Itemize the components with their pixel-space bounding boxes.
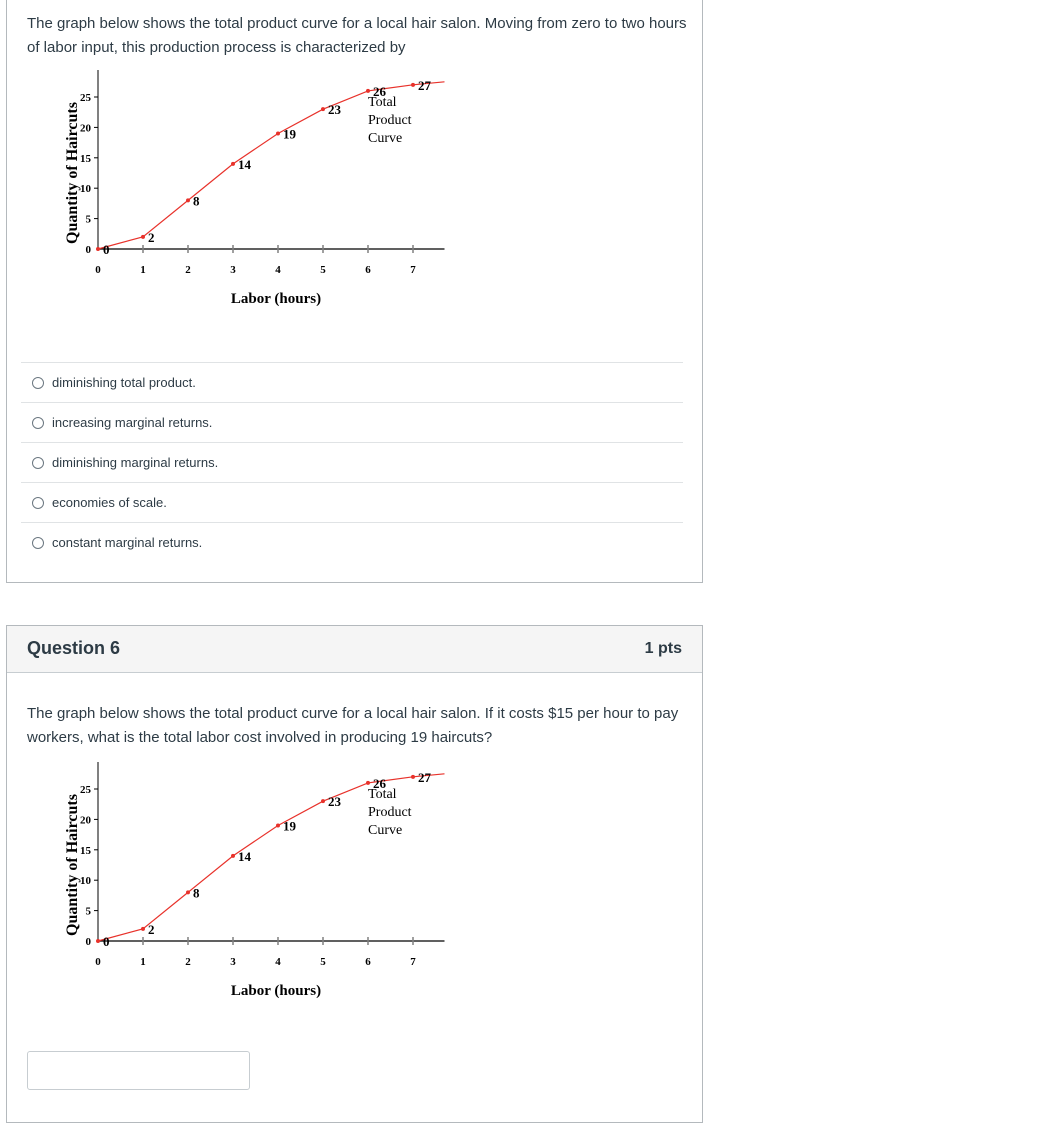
- x-tick-label: 1: [140, 956, 146, 968]
- y-tick-label: 0: [85, 936, 91, 948]
- x-tick-label: 5: [320, 956, 326, 968]
- data-point-label: 19: [283, 818, 296, 834]
- answer-option-constant-marginal-returns[interactable]: [21, 522, 683, 562]
- y-tick-label: 15: [80, 844, 91, 857]
- data-point: [186, 198, 190, 202]
- y-tick-label: 5: [85, 905, 91, 918]
- x-axis-label: Labor (hours): [230, 291, 322, 307]
- data-point: [231, 854, 235, 858]
- y-tick-label: 10: [80, 183, 91, 196]
- answer-option-diminishing-marginal-returns[interactable]: [21, 442, 683, 482]
- data-point: [96, 247, 100, 251]
- data-point-label: 14: [238, 848, 251, 864]
- question-6-card: [6, 625, 703, 1123]
- data-point: [411, 775, 415, 779]
- answer-input[interactable]: [27, 1051, 250, 1090]
- data-point-label: 2: [148, 229, 155, 245]
- y-tick-label: 20: [80, 122, 91, 135]
- data-point: [321, 107, 325, 111]
- radio-button[interactable]: [32, 457, 44, 469]
- x-tick-label: 2: [185, 956, 191, 968]
- radio-button[interactable]: [32, 377, 44, 389]
- data-point-label: 14: [238, 156, 251, 172]
- data-point: [276, 131, 280, 135]
- answer-option-economies-of-scale[interactable]: [21, 482, 683, 522]
- curve-annotation: Total: [368, 95, 397, 111]
- x-tick-label: 4: [275, 264, 281, 276]
- radio-button[interactable]: [32, 537, 44, 549]
- curve-annotation: Curve: [368, 131, 403, 147]
- x-tick-label: 1: [140, 264, 146, 276]
- answer-option-diminishing-total-product[interactable]: [21, 362, 683, 402]
- curve-annotation: Product: [368, 805, 412, 821]
- y-tick-label: 15: [80, 152, 91, 165]
- answer-label: increasing marginal returns.: [52, 415, 213, 430]
- answer-label: economies of scale.: [52, 495, 167, 510]
- radio-button[interactable]: [32, 497, 44, 509]
- data-point-label: 8: [193, 193, 200, 209]
- x-tick-label: 4: [275, 956, 281, 968]
- question-6-prompt: The graph below shows the total product curve for a local hair salon. If it costs $15 per hour to pay workers, what is the total labor cost involved in producing 19 haircuts?: [27, 705, 679, 746]
- x-tick-label: 3: [230, 956, 236, 968]
- data-point: [141, 235, 145, 239]
- x-tick-label: 2: [185, 264, 191, 276]
- question-title: Question 6: [27, 638, 121, 658]
- x-tick-label: 6: [365, 264, 371, 276]
- data-point: [186, 890, 190, 894]
- data-point-label: 26: [373, 83, 386, 99]
- data-point-label: 23: [328, 794, 341, 810]
- x-tick-label: 6: [365, 956, 371, 968]
- question-points: 1 pts: [644, 640, 682, 657]
- data-point: [411, 83, 415, 87]
- x-tick-label: 0: [95, 264, 101, 276]
- data-point-label: 23: [328, 102, 341, 118]
- data-point-label: 0: [103, 934, 110, 949]
- data-point: [96, 939, 100, 943]
- data-point: [366, 89, 370, 93]
- answer-label: constant marginal returns.: [52, 535, 203, 550]
- y-tick-label: 10: [80, 875, 91, 888]
- answer-label: diminishing marginal returns.: [52, 455, 219, 470]
- y-tick-label: 25: [80, 92, 91, 104]
- data-point-label: 27: [418, 77, 431, 93]
- y-axis-label: Quantity of Haircuts: [64, 794, 81, 936]
- data-point: [231, 162, 235, 166]
- question-5-card: [6, 0, 703, 583]
- data-point: [141, 927, 145, 931]
- question-5-prompt: The graph below shows the total product curve for a local hair salon. Moving from zero to two hours of labor input, this production process is characterized by: [27, 15, 687, 56]
- data-point-label: 19: [283, 126, 296, 142]
- data-point: [276, 823, 280, 827]
- data-point-label: 2: [148, 921, 155, 937]
- x-tick-label: 7: [410, 956, 416, 968]
- curve-annotation: Total: [368, 787, 397, 803]
- data-point-label: 26: [373, 775, 386, 791]
- question-header: [7, 626, 702, 673]
- total-product-chart: [55, 68, 465, 313]
- data-point-label: 8: [193, 885, 200, 901]
- x-tick-label: 0: [95, 956, 101, 968]
- curve-annotation: Curve: [368, 823, 403, 839]
- data-point: [366, 781, 370, 785]
- y-tick-label: 20: [80, 814, 91, 827]
- y-axis-label: Quantity of Haircuts: [64, 102, 81, 244]
- x-axis-label: Labor (hours): [230, 983, 322, 999]
- data-point-label: 27: [418, 769, 431, 785]
- data-point: [321, 799, 325, 803]
- x-tick-label: 7: [410, 264, 416, 276]
- radio-button[interactable]: [32, 417, 44, 429]
- answer-option-increasing-marginal-returns[interactable]: [21, 402, 683, 442]
- y-tick-label: 25: [80, 784, 91, 796]
- total-product-chart: [55, 760, 465, 1005]
- curve-annotation: Product: [368, 113, 412, 129]
- x-tick-label: 3: [230, 264, 236, 276]
- y-tick-label: 5: [85, 213, 91, 226]
- answer-label: diminishing total product.: [52, 375, 196, 390]
- answer-list: [21, 362, 683, 562]
- x-tick-label: 5: [320, 264, 326, 276]
- data-point-label: 0: [103, 242, 110, 257]
- y-tick-label: 0: [85, 244, 91, 256]
